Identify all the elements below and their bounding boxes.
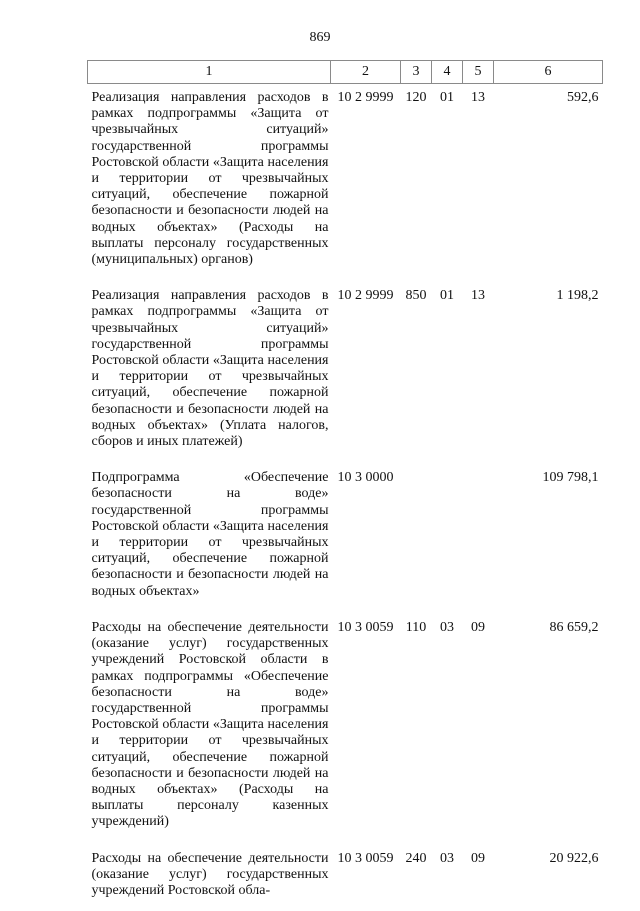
- row-expense-type: 850: [401, 280, 432, 462]
- row-section: 03: [432, 612, 463, 843]
- row-target-article: 10 2 9999: [331, 280, 401, 462]
- table-body: [88, 84, 603, 911]
- row-expense-type: 120: [401, 84, 432, 281]
- page-number: 869: [0, 30, 640, 46]
- row-expense-type: [401, 462, 432, 612]
- header-col-2: 2: [331, 61, 401, 84]
- row-target-article: 10 3 0059: [331, 843, 401, 911]
- header-col-6: 6: [494, 61, 603, 84]
- row-target-article: 10 3 0059: [331, 612, 401, 843]
- row-section: [432, 462, 463, 612]
- row-expense-type: 110: [401, 612, 432, 843]
- row-name: Реализация направления расходов в рамках подпрограммы «Защита от чрезвычайных ситуаций» государственной программы Ростовской области «Защита населения и территории от чрезвычайных ситуаций, обеспечение пожарной безопасности и безопасности людей на водных объектах» (Расходы на выплаты персоналу государственных (муниципальных) органов): [88, 84, 331, 281]
- table-row: [88, 843, 603, 911]
- row-name: Расходы на обеспечение деятельности (оказание услуг) государственных учреждений Ростовской области в рамках подпрограммы «Обеспечение безопасности на воде» государственной программы Ростовской области «Защита населения и территории от чрезвычайных ситуаций, обеспечение пожарной безопасности и безопасности людей на водных объектах» (Расходы на выплаты персоналу казенных учреждений): [88, 612, 331, 843]
- row-amount: 86 659,2: [494, 612, 603, 843]
- row-subsection: 13: [463, 84, 494, 281]
- table-row: [88, 84, 603, 281]
- table-row: [88, 280, 603, 462]
- row-amount: 1 198,2: [494, 280, 603, 462]
- row-amount: 20 922,6: [494, 843, 603, 911]
- row-name: Реализация направления расходов в рамках подпрограммы «Защита от чрезвычайных ситуаций» государственной программы Ростовской области «Защита населения и территории от чрезвычайных ситуаций, обеспечение пожарной безопасности и безопасности людей на водных объектах» (Уплата налогов, сборов и иных платежей): [88, 280, 331, 462]
- row-amount: 109 798,1: [494, 462, 603, 612]
- row-section: 01: [432, 280, 463, 462]
- table-row: [88, 462, 603, 612]
- row-subsection: 09: [463, 843, 494, 911]
- budget-table: [87, 60, 603, 911]
- header-col-5: 5: [463, 61, 494, 84]
- row-subsection: 13: [463, 280, 494, 462]
- row-name: Подпрограмма «Обеспечение безопасности на воде» государственной программы Ростовской области «Защита населения и территории от чрезвычайных ситуаций, обеспечение пожарной безопасности и безопасности людей на водных объектах»: [88, 462, 331, 612]
- row-name: Расходы на обеспечение деятельности (оказание услуг) государственных учреждений Ростовской обла-: [88, 843, 331, 911]
- row-subsection: 09: [463, 612, 494, 843]
- row-expense-type: 240: [401, 843, 432, 911]
- table-header: [88, 61, 603, 84]
- header-row: [88, 61, 603, 84]
- table-row: [88, 612, 603, 843]
- row-subsection: [463, 462, 494, 612]
- row-amount: 592,6: [494, 84, 603, 281]
- header-col-1: 1: [88, 61, 331, 84]
- row-section: 01: [432, 84, 463, 281]
- row-target-article: 10 2 9999: [331, 84, 401, 281]
- row-section: 03: [432, 843, 463, 911]
- row-target-article: 10 3 0000: [331, 462, 401, 612]
- header-col-3: 3: [401, 61, 432, 84]
- header-col-4: 4: [432, 61, 463, 84]
